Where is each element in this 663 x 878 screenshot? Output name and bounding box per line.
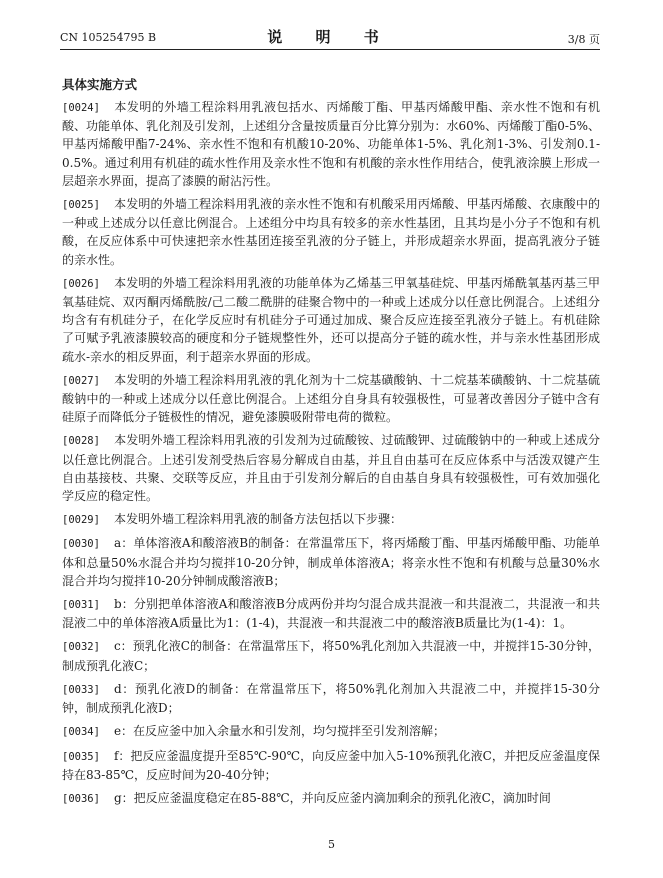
- paragraph: [62, 274, 600, 366]
- paragraph-number: [0027]: [62, 374, 100, 387]
- page-number: 5: [328, 838, 335, 851]
- paragraph: [62, 747, 600, 784]
- paragraph: [62, 595, 600, 632]
- paragraph: [62, 789, 600, 808]
- paragraph-number: [0025]: [62, 199, 100, 212]
- paragraph: [62, 534, 600, 590]
- paragraph-text: 本发明的外墙工程涂料用乳液包括水、丙烯酸丁酯、甲基丙烯酸甲酯、亲水性不饱和有机酸、功能单体、乳化剂及引发剂，上述组分含量按质量百分比算分别为：水60%、丙烯酸丁酯0-5%、甲基丙烯酸甲酯7-24%、亲水性不饱和有机酸10-20%、功能单体1-5%、乳化剂1-3%、引发剂0.1-0.5%。通过利用有机硅的疏水性作用及亲水性不饱和有机酸的亲水性作用结合，使乳液涂膜上形成一层超亲水界面，提高了漆膜的耐沾污性。: [62, 100, 600, 188]
- paragraph: [62, 98, 600, 190]
- paragraph: [62, 722, 600, 741]
- paragraph-text: d：预乳化液D的制备：在常温常压下，将50%乳化剂加入共混液二中，并搅拌15-30分钟，制成预乳化液D；: [62, 681, 600, 716]
- paragraph-text: c：预乳化液C的制备：在常温常压下，将50%乳化剂加入共混液一中，并搅拌15-30分钟，制成预乳化液C；: [62, 639, 600, 673]
- paragraph-text: b：分别把单体溶液A和酸溶液B分成两份并均匀混合成共混液一和共混液二，共混液一和共混液二中的单体溶液A质量比为1：(1-4)，共混液一和共混液二中的酸溶液B质量比为(1-4)：1。: [62, 597, 600, 631]
- paragraph-text: a：单体溶液A和酸溶液B的制备：在常温常压下，将丙烯酸丁酯、甲基丙烯酸甲酯、功能单体和总量50%水混合并均匀搅拌10-20分钟，制成单体溶液A；将亲水性不饱和有机酸与总量30%水混合并均匀搅拌10-20分钟制成酸溶液B；: [62, 536, 600, 588]
- paragraph-number: [0033]: [62, 683, 100, 696]
- paragraph-text: g：把反应釜温度稳定在85-88℃，并向反应釜内滴加剩余的预乳化液C，滴加时间: [113, 790, 551, 805]
- paragraph-text: f：把反应釜温度提升至85℃-90℃，向反应釜中加入5-10%预乳化液C，并把反应釜温度保持在83-85℃，反应时间为20-40分钟；: [62, 748, 600, 782]
- section-title: 具体实施方式: [62, 77, 138, 92]
- paragraph: [62, 431, 600, 505]
- paragraph: [62, 371, 600, 427]
- paragraph-list: [62, 98, 600, 808]
- paragraph-number: [0024]: [62, 102, 100, 114]
- paragraph-number: [0030]: [62, 538, 100, 551]
- paragraph-number: [0029]: [62, 514, 100, 527]
- paragraph: [62, 637, 600, 674]
- paragraph-number: [0031]: [62, 599, 100, 612]
- header-rule: [60, 49, 600, 50]
- patent-number: CN 105254795 B: [60, 31, 157, 44]
- paragraph-text: 本发明的外墙工程涂料用乳液的乳化剂为十二烷基磺酸钠、十二烷基苯磺酸钠、十二烷基硫酸钠中的一种或上述成分以任意比例混合。上述组分自身具有较强极性，可显著改善因分子链中含有硅原子而降低分子链极性的情况，避免漆膜吸附带电荷的微粒。: [62, 372, 600, 425]
- paragraph-number: [0036]: [62, 792, 100, 805]
- paragraph-number: [0035]: [62, 750, 100, 763]
- page-footer: [0, 838, 663, 851]
- paragraph: [62, 195, 600, 269]
- page-indicator: 3/8 页: [567, 33, 600, 46]
- page-header: [60, 26, 600, 46]
- paragraph-text: 本发明的外墙工程涂料用乳液的功能单体为乙烯基三甲氧基硅烷、甲基丙烯酰氧基丙基三甲氧基硅烷、双丙酮丙烯酰胺/己二酸二酰肼的硅聚合物中的一种或上述成分以任意比例混合。上述组分均含有有机硅分子，在化学反应时有机硅分子可通过加成、聚合反应连接至乳液分子链上。有机硅除了可赋予乳液漆膜较高的硬度和分子链规整性外，还可以提高分子链的疏水性，并与亲水性基团形成疏水-亲水的相反界面，利于超亲水界面的形成。: [62, 275, 600, 364]
- paragraph-number: [0026]: [62, 277, 100, 290]
- paragraph-text: e：在反应釜中加入余量水和引发剂，均匀搅拌至引发剂溶解；: [113, 724, 446, 739]
- paragraph-number: [0032]: [62, 641, 100, 654]
- document-body: [62, 77, 600, 813]
- paragraph-text: 本发明外墙工程涂料用乳液的制备方法包括以下步骤：: [113, 512, 402, 527]
- paragraph: [62, 510, 600, 529]
- paragraph-number: [0034]: [62, 726, 100, 739]
- paragraph-text: 本发明的外墙工程涂料用乳液的亲水性不饱和有机酸采用丙烯酸、甲基丙烯酸、衣康酸中的一种或上述成分以任意比例混合。上述组分中均具有较多的亲水性基团，且其均是小分子不饱和有机酸，在反应体系中可快速把亲水性基团连接至乳液的分子链上，并形成超亲水界面，提高乳液分子链的亲水性。: [62, 197, 600, 267]
- paragraph: [62, 680, 600, 717]
- document-type-title: 说 明 书: [267, 28, 393, 46]
- paragraph-number: [0028]: [62, 435, 100, 448]
- paragraph-text: 本发明外墙工程涂料用乳液的引发剂为过硫酸铵、过硫酸钾、过硫酸钠中的一种或上述成分以任意比例混合。上述引发剂受热后容易分解成自由基，并且自由基可在反应体系中与活泼双键产生自由基接枝、共聚、交联等反应，并且由于引发剂分解后的自由基自身具有较强极性，可有效加强化学反应的稳定性。: [62, 433, 600, 504]
